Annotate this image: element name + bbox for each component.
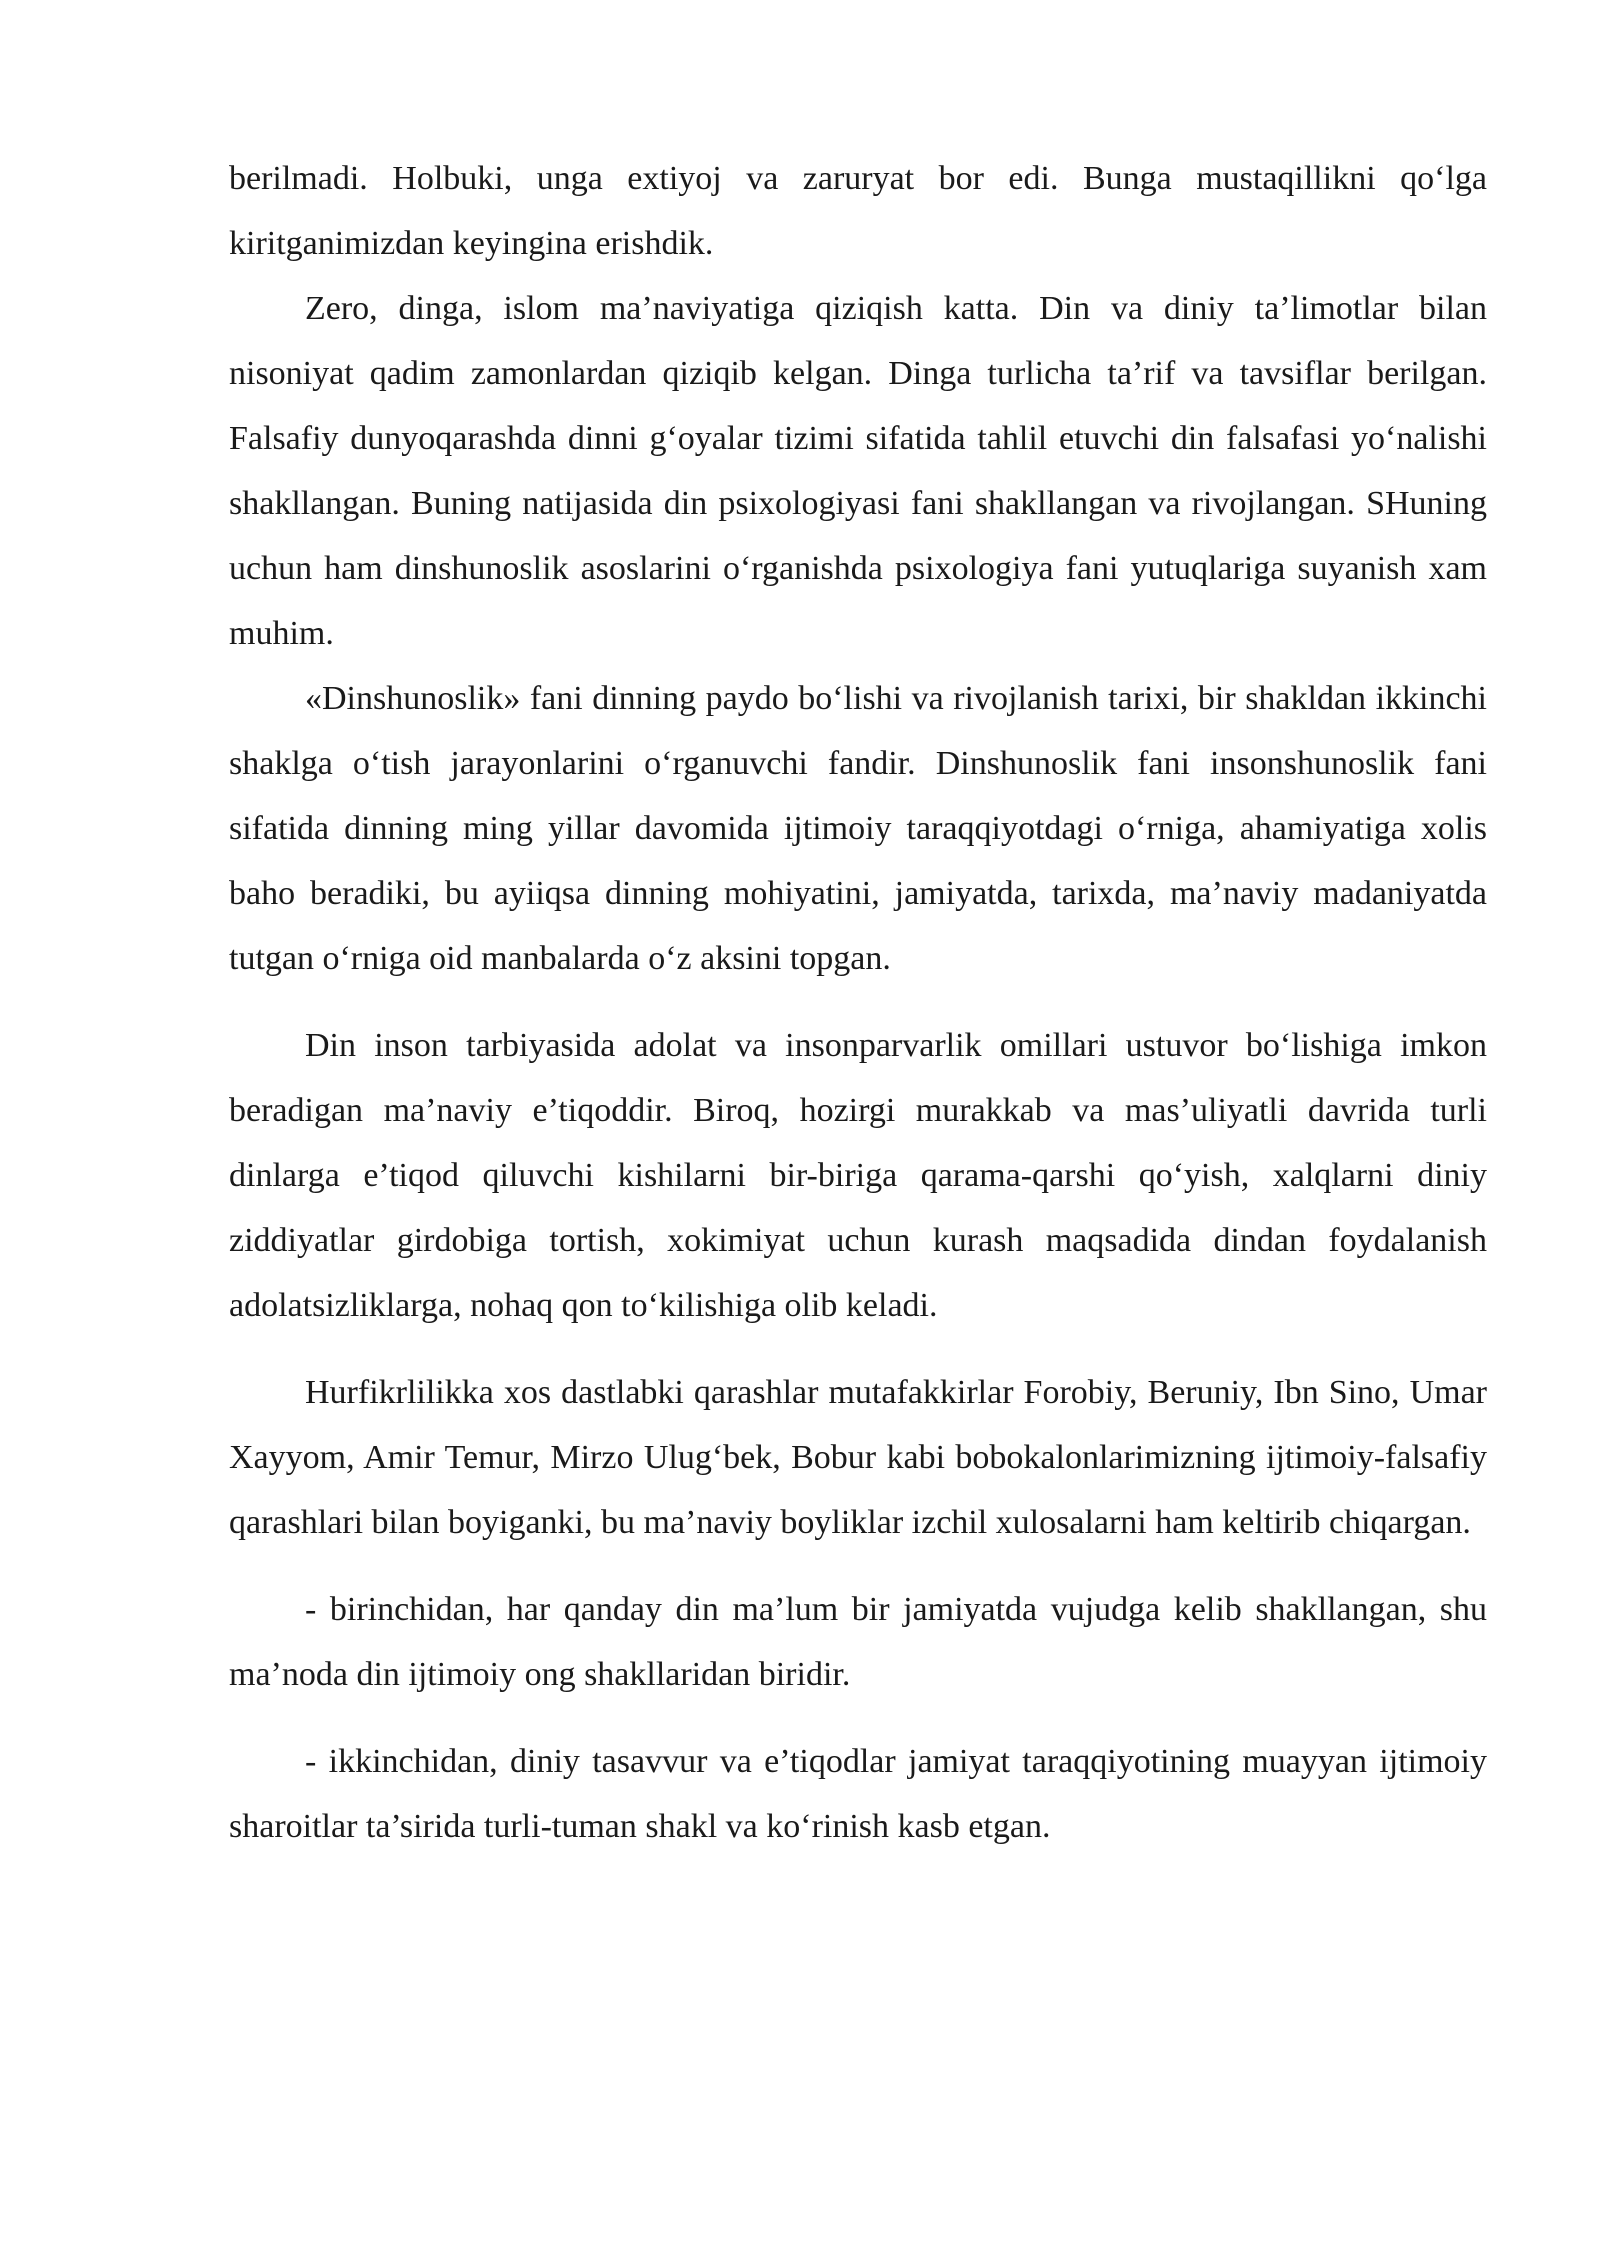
list-item-first: - birinchidan, har qanday din ma’lum bir jamiyatda vujudga kelib shakllangan, shu ma’noda din ijtimoiy ong shakllaridan biridir.: [229, 1591, 1487, 1693]
paragraph-religion-interest: Zero, dinga, islom ma’naviyatiga qiziqish katta. Din va diniy ta’limotlar bilan nisoniyat qadim zamonlardan qiziqib kelgan. Dinga turlicha ta’rif va tavsiflar berilgan. Falsafiy dunyoqarashda dinni g‘oyalar tizimi sifatida tahlil etuvchi din falsafasi yo‘nalishi shakllangan. Buning natijasida din psixologiyasi fani shakllangan va rivojlangan. SHuning uchun ham dinshunoslik asoslarini o‘rganishda psixologiya fani yutuqlariga suyanish xam muhim.: [229, 290, 1487, 652]
paragraph-freethinking: Hurfikrlilikka xos dastlabki qarashlar mutafakkirlar Forobiy, Beruniy, Ibn Sino, Umar Xayyom, Amir Temur, Mirzo Ulug‘bek, Bobur kabi bobokalonlarimizning ijtimoiy-falsafiy qarashlari bilan boyiganki, bu ma’naviy boyliklar izchil xulosalarni ham keltirib chiqargan.: [229, 1374, 1487, 1541]
paragraph-religion-upbringing: Din inson tarbiyasida adolat va insonparvarlik omillari ustuvor bo‘lishiga imkon beradigan ma’naviy e’tiqoddir. Biroq, hozirgi murakkab va mas’uliyatli davrida turli dinlarga e’tiqod qiluvchi kishilarni bir-biriga qarama-qarshi qo‘yish, xalqlarni diniy ziddiyatlar girdobiga tortish, xokimiyat uchun kurash maqsadida dindan foydalanish adolatsizliklarga, nohaq qon to‘kilishiga olib keladi.: [229, 1027, 1487, 1324]
paragraph-religious-studies-subject: «Dinshunoslik» fani dinning paydo bo‘lishi va rivojlanish tarixi, bir shakldan ikkinchi shaklga o‘tish jarayonlarini o‘rganuvchi fandir. Dinshunoslik fani insonshunoslik fani sifatida dinning ming yillar davomida ijtimoiy taraqqiyotdagi o‘rniga, ahamiyatiga xolis baho beradiki, bu ayiiqsa dinning mohiyatini, jamiyatda, tarixda, ma’naviy madaniyatda tutgan o‘rniga oid manbalarda o‘z aksini topgan.: [229, 680, 1487, 977]
document-body: [229, 146, 1487, 1859]
paragraph-continuation: berilmadi. Holbuki, unga extiyoj va zaruryat bor edi. Bunga mustaqillikni qo‘lga kiritganimizdan keyingina erishdik.: [229, 160, 1487, 262]
list-item-second: - ikkinchidan, diniy tasavvur va e’tiqodlar jamiyat taraqqiyotining muayyan ijtimoiy sharoitlar ta’sirida turli-tuman shakl va ko‘rinish kasb etgan.: [229, 1743, 1487, 1845]
